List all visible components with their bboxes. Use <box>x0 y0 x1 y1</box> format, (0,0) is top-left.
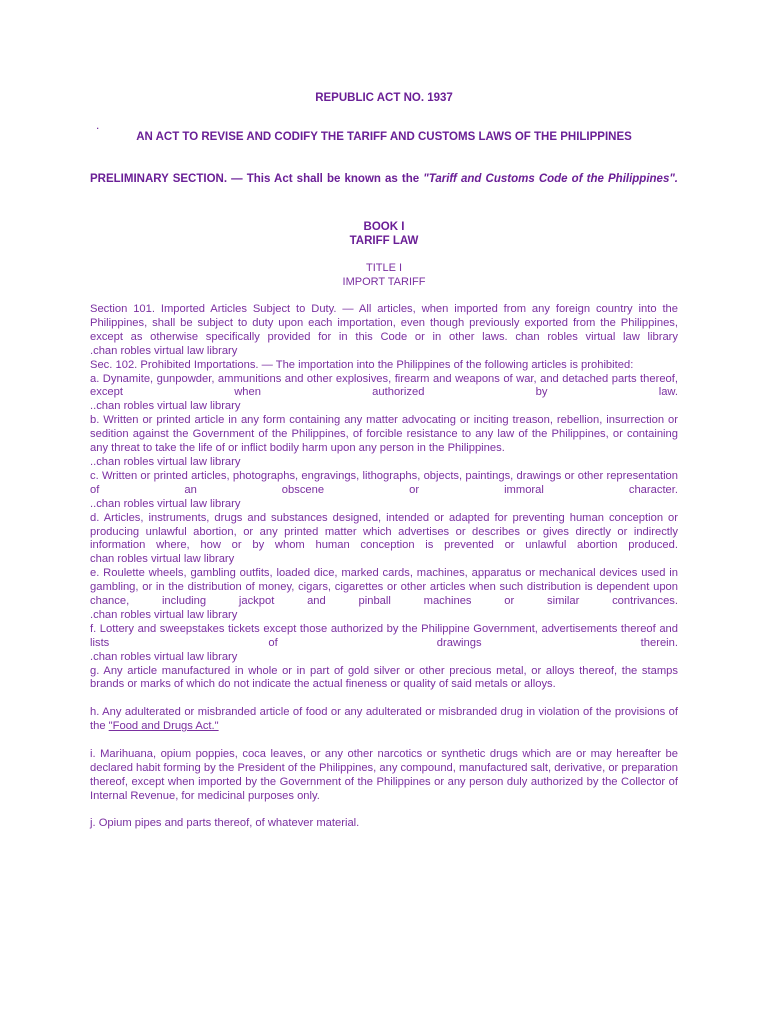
food-and-drugs-act-link[interactable]: "Food and Drugs Act." <box>108 720 219 733</box>
section-101-note: .chan robles virtual law library <box>90 344 238 357</box>
law-body <box>90 303 678 831</box>
prelim-text: PRELIMINARY SECTION. — This Act shall be known as the <box>90 173 424 185</box>
item-g: g. Any article manufactured in whole or in part of gold silver or other precious metal, or alloys thereof, the stamps brands or marks of which do not indicate the actual fineness or quality of said metals or alloys. <box>90 664 678 691</box>
item-b: b. Written or printed article in any form containing any matter advocating or inciting treason, rebellion, insurrection or sedition against the Government of the Philippines, of forcible resistance to any law of the Philippines, or containing any threat to take the life of or inflict bodily harm upon any person in the Philippines. <box>90 414 678 455</box>
spacer <box>90 734 678 748</box>
item-f-note: .chan robles virtual law library <box>90 650 238 663</box>
act-number: REPUBLIC ACT NO. 1937 <box>315 92 453 104</box>
item-h <box>90 706 678 734</box>
item-i: i. Marihuana, opium poppies, coca leaves, or any other narcotics or synthetic drugs which are or may hereafter be declared habit forming by the President of the Philippines, any compound, manufactured salt, derivative, or preparation thereof, except when imported by the Government of the Philippines or any person duly authorized by the Collector of Internal Revenue, for medicinal purposes only. <box>90 747 678 802</box>
item-f: f. Lottery and sweepstakes tickets except those authorized by the Philippine Government, advertisements thereof and lists of drawings therein. <box>90 622 678 649</box>
spacer <box>90 692 678 706</box>
book-title: TARIFF LAW <box>349 235 419 247</box>
item-b-note: ..chan robles virtual law library <box>90 455 241 468</box>
title-name: IMPORT TARIFF <box>342 276 426 288</box>
prelim-quote: "Tariff and Customs Code of the Philippines". <box>423 173 678 185</box>
book-number: BOOK I <box>363 221 405 233</box>
section-101: Section 101. Imported Articles Subject to Duty. — All articles, when imported from any foreign country into the Philippines, shall be subject to duty upon each importation, even though previously exported from the Philippines, except as otherwise specifically provided for in this Code or in other laws. chan robles virtual law library <box>90 303 678 343</box>
item-c: c. Written or printed articles, photographs, engravings, lithographs, objects, paintings, drawings or other representation of an obscene or immoral character. <box>90 469 678 496</box>
item-a: a. Dynamite, gunpowder, ammunitions and other explosives, firearm and weapons of war, and detached parts thereof, except when authorized by law. <box>90 372 678 399</box>
act-title: AN ACT TO REVISE AND CODIFY THE TARIFF AND CUSTOMS LAWS OF THE PHILIPPINES <box>136 131 632 143</box>
section-102: Sec. 102. Prohibited Importations. — The importation into the Philippines of the following articles is prohibited: <box>90 358 634 371</box>
item-e: e. Roulette wheels, gambling outfits, loaded dice, marked cards, machines, apparatus or mechanical devices used in gambling, or in the distribution of money, cigars, cigarettes or other articles when such distribution is dependent upon chance, including jackpot and pinball machines or similar contrivances. <box>90 567 678 608</box>
stray-dot: . <box>96 118 100 132</box>
preliminary-section <box>90 173 678 185</box>
item-d: d. Articles, instruments, drugs and substances designed, intended or adapted for preventing human conception or producing unlawful abortion, or any printed matter which advertises or describes or gives directly or indirectly information where, how or by whom human conception is prevented or unlawful abortion produced. <box>90 511 678 552</box>
item-e-note: .chan robles virtual law library <box>90 608 238 621</box>
item-d-note: chan robles virtual law library <box>90 553 235 566</box>
spacer <box>90 804 678 818</box>
item-c-note: ..chan robles virtual law library <box>90 497 241 510</box>
item-a-note: ..chan robles virtual law library <box>90 400 241 413</box>
title-number: TITLE I <box>365 262 403 274</box>
item-j: j. Opium pipes and parts thereof, of whatever material. <box>90 817 360 830</box>
item-h-text: h. Any adulterated or misbranded article of food or any adulterated or misbranded drug in violation of the provisions of the <box>90 706 678 733</box>
